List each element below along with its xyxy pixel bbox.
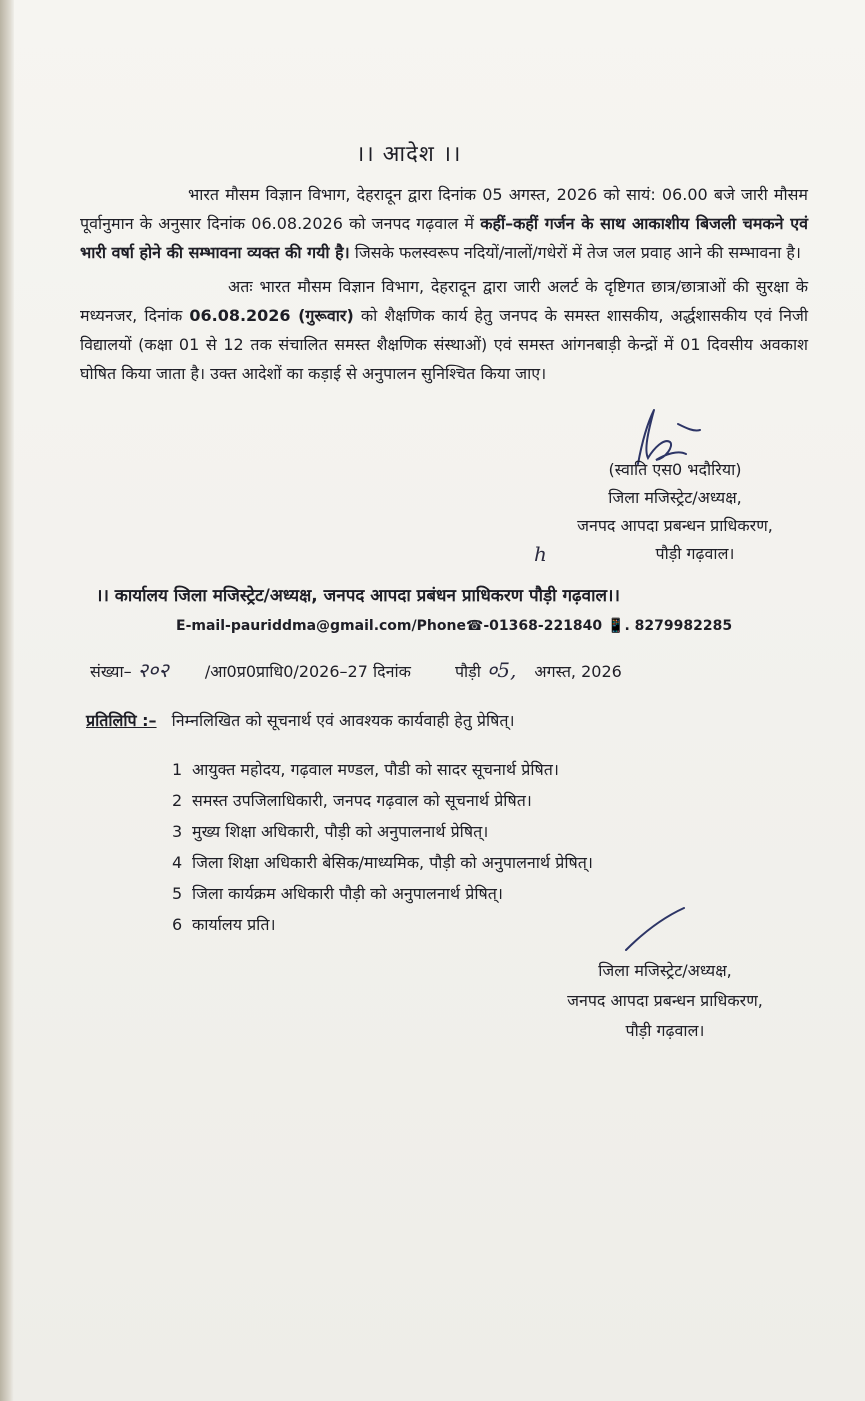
para1-bold: कहीं–कहीं गर्जन के साथ आकाशीय बिजली चमकने एवं भारी वर्षा होने की सम्भावना व्यक्त की गयी है।	[80, 214, 809, 262]
order-paragraph-1	[80, 180, 808, 267]
para1-end: जिसके फलस्वरूप नदियों/नालों/गधेरों में तेज जल प्रवाह आने की सम्भावना है।	[349, 243, 801, 262]
ref-prefix: संख्या–	[90, 662, 132, 681]
signatory-name: (स्वाति एस0 भदौरिया)	[608, 460, 742, 479]
handwritten-initial: h	[534, 542, 547, 566]
office-contact: E-mail-pauriddma@gmail.com/Phone☎-01368-221840 📱. 8279982285	[176, 618, 733, 634]
para2-bold: 06.08.2026 (गुरूवार)	[189, 306, 354, 325]
page-binding-edge	[0, 0, 14, 1401]
signatory-authority: जनपद आपदा प्रबन्धन प्राधिकरण,	[567, 991, 763, 1010]
copy-intro: निम्नलिखित को सूचनार्थ एवं आवश्यक कार्यवाही हेतु प्रेषित्।	[171, 711, 515, 730]
list-item: 2 समस्त उपजिलाधिकारी, जनपद गढ़वाल को सूचनार्थ प्रेषित।	[172, 791, 532, 810]
reference-line	[90, 656, 628, 686]
para2-start: अतः भारत मौसम विज्ञान विभाग, देहरादून द्वारा जारी अलर्ट के दृष्टिगत छात्र/छात्राओं की सुरक्षा के मध्यनजर, दिनांक	[80, 277, 808, 325]
signature-block-2	[520, 956, 810, 1046]
signatory-place: h पौड़ी गढ़वाल।	[534, 542, 735, 566]
list-item: 1 आयुक्त महोदय, गढ़वाल मण्डल, पौडी को सादर सूचनार्थ प्रेषित।	[172, 760, 559, 779]
list-item: 4 जिला शिक्षा अधिकारी बेसिक/माध्यमिक, पौड़ी को अनुपालनार्थ प्रेषित्।	[172, 853, 593, 872]
signatory-place: पौड़ी गढ़वाल।	[625, 1021, 705, 1040]
copy-label: प्रतिलिपि :–	[86, 711, 157, 730]
ref-number-handwritten: २०२	[137, 658, 169, 682]
ref-code: /आ0प्र0प्राधि0/2026–27 दिनांक	[204, 662, 411, 681]
copy-recipient-list	[172, 754, 593, 940]
signatory-authority: जनपद आपदा प्रबन्धन प्राधिकरण,	[577, 516, 773, 535]
order-paragraph-2	[80, 272, 808, 388]
copy-heading	[86, 706, 515, 735]
list-item: 3 मुख्य शिक्षा अधिकारी, पौड़ी को अनुपालनार्थ प्रेषित्।	[172, 822, 489, 841]
ref-place: पौड़ी	[454, 662, 481, 681]
ref-day-handwritten: ०5,	[486, 658, 517, 682]
order-title: ।। आदेश ।।	[356, 142, 462, 167]
list-item: 5 जिला कार्यक्रम अधिकारी पौड़ी को अनुपालनार्थ प्रेषित्।	[172, 884, 503, 903]
signatory-designation: जिला मजिस्ट्रेट/अध्यक्ष,	[598, 961, 732, 980]
ref-date: अगस्त, 2026	[534, 662, 622, 681]
para1-start: भारत मौसम विज्ञान विभाग, देहरादून द्वारा दिनांक 05 अगस्त, 2026 को सायं: 06.00 बजे जारी मौसम पूर्वानुमान के अनुसार दिनांक 06.08.2026 को जनपद गढ़वाल में	[80, 185, 808, 233]
signatory-designation: जिला मजिस्ट्रेट/अध्यक्ष,	[608, 488, 742, 507]
para2-end: को शैक्षणिक कार्य हेतु जनपद के समस्त शासकीय, अर्द्धशासकीय एवं निजी विद्यालयों (कक्षा 01 से 12 तक संचालित समस्त शैक्षणिक संस्थाओं) एवं समस्त आंगनबाड़ी केन्द्रों में 01 दिवसीय अवकाश घोषित किया जाता है। उक्त आदेशों का कड़ाई से अनुपालन सुनिश्चित किया जाए।	[80, 306, 808, 383]
signature-block-1	[530, 456, 820, 568]
office-heading: ।। कार्यालय जिला मजिस्ट्रेट/अध्यक्ष, जनपद आपदा प्रबंधन प्राधिकरण पौड़ी गढ़वाल।।	[96, 586, 620, 606]
signature-scribble-2	[618, 900, 698, 960]
list-item: 6 कार्यालय प्रति।	[172, 915, 276, 934]
